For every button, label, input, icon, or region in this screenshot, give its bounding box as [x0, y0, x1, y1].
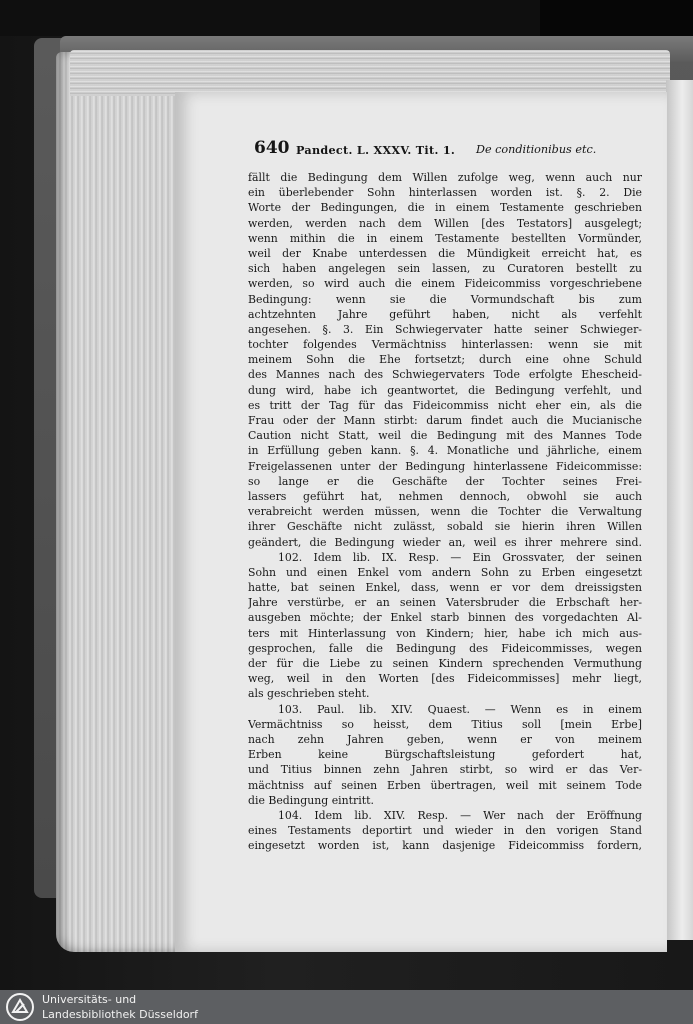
text-line: tochter folgendes Vermächtniss hinterlassen: wenn sie mit — [248, 338, 642, 352]
scan-background-top — [0, 0, 693, 36]
text-line: Vermächtniss so heisst, dem Titius soll [mein Erbe] — [248, 717, 642, 731]
text-line: achtzehnten Jahre geführt haben, nicht als verfehlt — [248, 307, 642, 321]
text-line: werden, so wird auch die einem Fideicommiss vorgeschriebene — [248, 277, 642, 291]
text-line: der für die Liebe zu seinen Kindern sprechenden Vermuthung — [248, 657, 642, 670]
text-line: Worte der Bedingungen, die in einem Testamente geschrieben — [248, 201, 642, 215]
text-line: hatte, bat seinen Enkel, dass, wenn er vor dem dreissigsten — [248, 581, 642, 595]
text-line: Bedingung: wenn sie die Vormundschaft bis zum — [248, 292, 642, 306]
page-top-edges — [70, 50, 670, 96]
text-line: des Mannes nach des Schwiegervaters Tode erfolgte Ehescheid- — [248, 368, 642, 382]
text-line: sich haben angelegen sein lassen, zu Curatoren bestellt zu — [248, 262, 642, 276]
running-header — [254, 138, 644, 160]
text-line: ausgeben möchte; der Enkel starb binnen des vorgedachten Al- — [248, 611, 642, 625]
text-line: dung wird, habe ich geantwortet, die Bedingung verfehlt, und — [248, 383, 642, 397]
text-line: mächtniss auf seinen Erben übertragen, weil mit seinem Tode — [248, 778, 642, 792]
text-line: Sohn und einen Enkel vom andern Sohn zu Erben eingesetzt — [248, 565, 642, 579]
text-line: 102. Idem lib. IX. Resp. — Ein Grossvater, der seinen — [278, 550, 642, 564]
text-line: eines Testaments deportirt und wieder in den vorigen Stand — [248, 824, 642, 838]
text-line: eingesetzt worden ist, kann dasjenige Fideicommiss fordern, — [248, 839, 642, 853]
text-line: als geschrieben steht. — [248, 687, 370, 701]
text-line: wenn mithin die in einem Testamente bestellten Vormünder, — [248, 231, 642, 245]
text-line: ters mit Hinterlassung von Kindern; hier, habe ich mich aus- — [248, 626, 642, 640]
text-line: Freigelassenen unter der Bedingung hinterlassene Fideicommisse: — [248, 459, 642, 473]
library-footer — [0, 990, 693, 1024]
page-number: 640 — [254, 138, 290, 158]
text-line: ein überlebender Sohn hinterlassen worden ist. §. 2. Die — [248, 186, 642, 200]
text-line: weg, weil in den Worten [des Fideicommisses] mehr liegt, — [248, 672, 642, 686]
page-stack-edge — [56, 52, 182, 952]
library-logo-icon — [5, 992, 35, 1022]
library-name-line2: Landesbibliothek Düsseldorf — [42, 1008, 198, 1021]
running-head-subtitle: De conditionibus etc. — [476, 143, 597, 156]
text-line: ihrer Geschäfte nicht zulässt, sobald sie hierin ihren Willen — [248, 520, 642, 534]
library-name-line1: Universitäts- und — [42, 993, 137, 1006]
text-line: 103. Paul. lib. XIV. Quaest. — Wenn es in einem — [278, 702, 642, 716]
text-line: fällt die Bedingung dem Willen zufolge weg, wenn auch nur — [248, 171, 642, 184]
text-line: so lange er die Geschäfte der Tochter seines Frei- — [248, 474, 642, 488]
page-body-text — [248, 170, 642, 853]
text-line: Jahre verstürbe, er an seinen Vatersbruder die Erbschaft her- — [248, 596, 642, 610]
text-line: Frau oder der Mann stirbt: darum findet auch die Mucianische — [248, 414, 642, 427]
text-line: geändert, die Bedingung wieder an, weil es ihrer mehrere sind. — [248, 535, 642, 549]
text-line: angesehen. §. 3. Ein Schwiegervater hatte seiner Schwieger- — [248, 322, 642, 336]
text-line: 104. Idem lib. XIV. Resp. — Wer nach der Eröffnung — [278, 808, 642, 822]
text-line: werden, werden nach dem Willen [des Testators] ausgelegt; — [248, 216, 642, 230]
text-line: lassers geführt hat, nehmen dennoch, obwohl sie auch — [248, 489, 642, 503]
text-line: meinem Sohn die Ehe fortsetzt; durch eine ohne Schuld — [248, 353, 642, 367]
text-line: es tritt der Tag für das Fideicommiss nicht eher ein, als die — [248, 398, 642, 412]
running-head-title: Pandect. L. XXXV. Tit. 1. — [296, 143, 456, 157]
text-line: und Titius binnen zehn Jahren stirbt, so wird er das Ver- — [248, 763, 642, 777]
text-line: Erben keine Bürgschaftsleistung gefordert hat, — [248, 748, 642, 762]
text-line: in Erfüllung geben kann. §. 4. Monatliche und jährliche, einem — [248, 444, 642, 458]
facing-page-edge — [666, 80, 693, 940]
text-line: die Bedingung eintritt. — [248, 793, 374, 807]
text-line: verabreicht werden müssen, wenn die Tochter die Verwaltung — [248, 505, 642, 519]
text-line: nach zehn Jahren geben, wenn er von meinem — [248, 732, 642, 746]
text-line: weil der Knabe unterdessen die Mündigkeit erreicht hat, es — [248, 246, 642, 260]
text-line: gesprochen, falle die Bedingung des Fideicommisses, wegen — [248, 641, 642, 655]
text-line: Caution nicht Statt, weil die Bedingung mit des Mannes Tode — [248, 429, 642, 443]
